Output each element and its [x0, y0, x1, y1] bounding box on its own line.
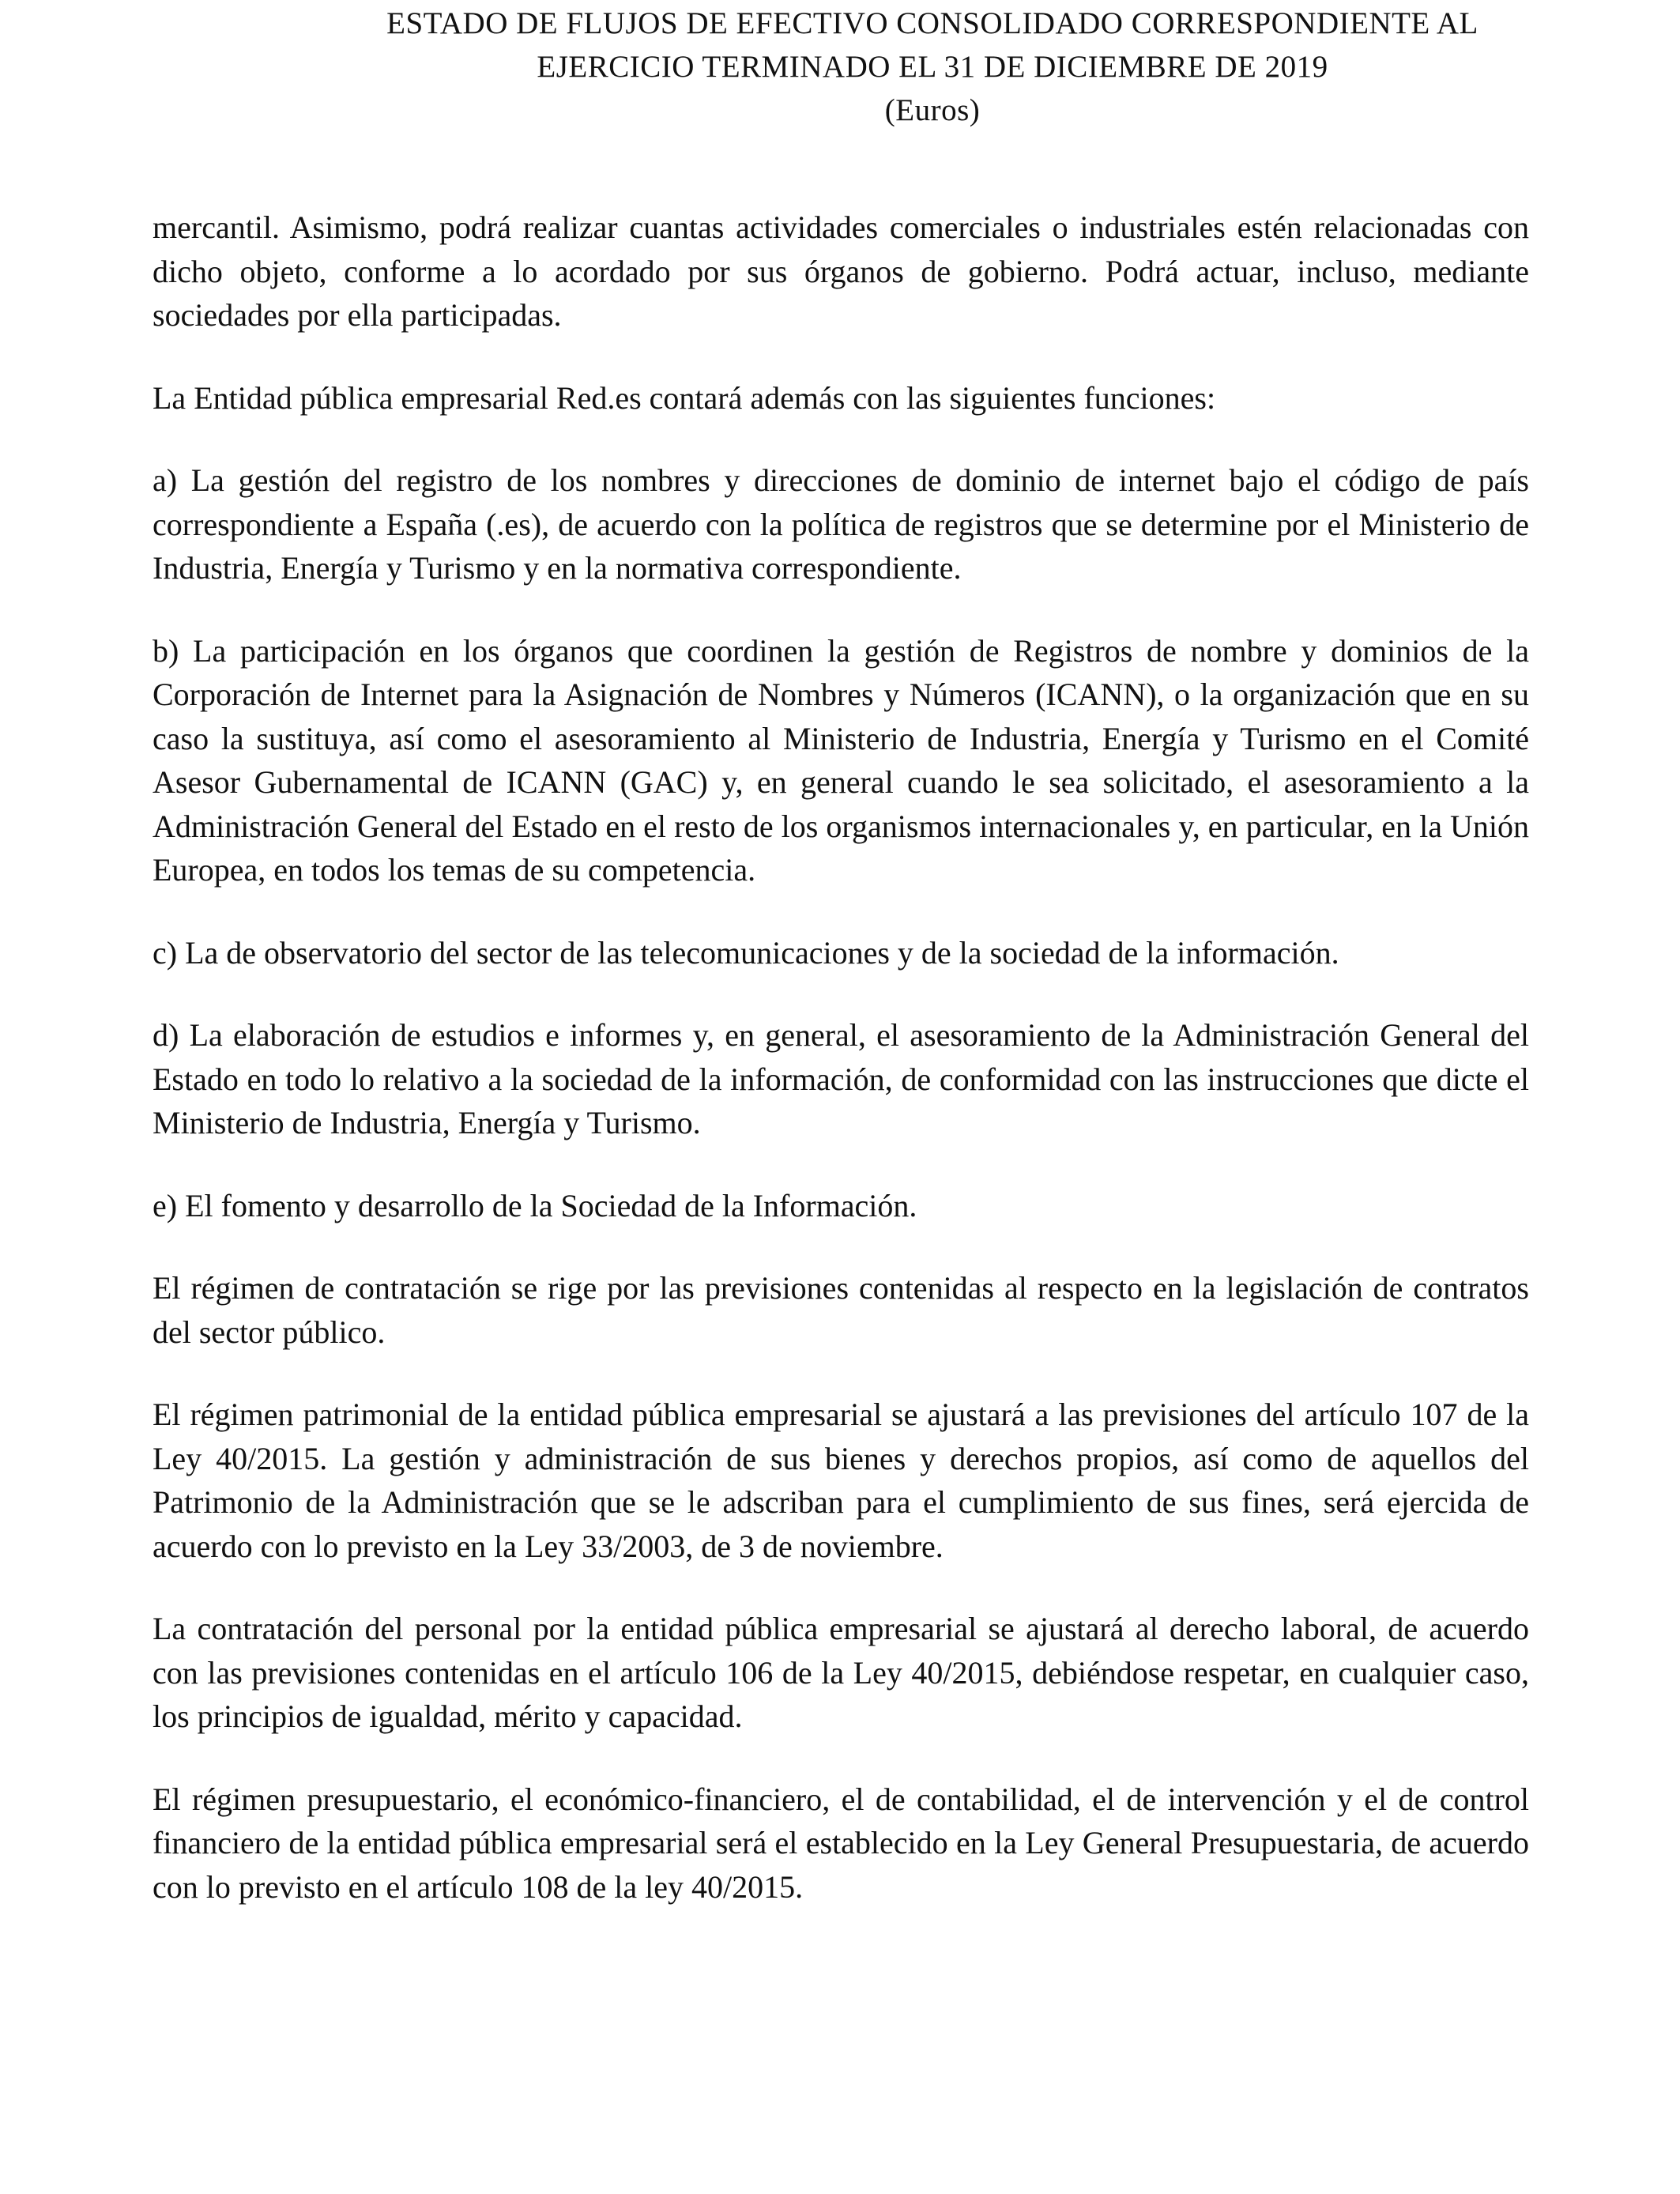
header-title-line-1: ESTADO DE FLUJOS DE EFECTIVO CONSOLIDADO CORRESPONDIENTE AL [386, 6, 1478, 40]
paragraph-funcion-e: e) El fomento y desarrollo de la Sociedad de la Información. [153, 1187, 917, 1223]
paragraph-funcion-c: c) La de observatorio del sector de las telecomunicaciones y de la sociedad de la información. [153, 934, 1339, 971]
header-currency-note: (Euros) [884, 93, 981, 127]
paragraph-regimen-contratacion: El régimen de contratación se rige por las previsiones contenidas al respecto en la legislación de contratos del sector público. [153, 1270, 1529, 1350]
header-title-line-2: EJERCICIO TERMINADO EL 31 DE DICIEMBRE DE 2019 [537, 50, 1328, 84]
paragraph-regimen-patrimonial: El régimen patrimonial de la entidad pública empresarial se ajustará a las previsiones del artículo 107 de la Ley 40/2015. La gestión y administración de sus bienes y derechos propios, así como de aquellos del Patrimonio de la Administración que se le adscriban para el cumplimiento de sus fines, será ejercida de acuerdo con lo previsto en la Ley 33/2003, de 3 de noviembre. [153, 1397, 1529, 1564]
paragraph-funcion-d: d) La elaboración de estudios e informes y, en general, el asesoramiento de la Administración General del Estado en todo lo relativo a la sociedad de la información, de conformidad con las instrucciones que dicte el Ministerio de Industria, Energía y Turismo. [153, 1017, 1529, 1140]
paragraph-funcion-a: a) La gestión del registro de los nombres y direcciones de dominio de internet bajo el código de país correspondiente a España (.es), de acuerdo con la política de registros que se determine por el Ministerio de Industria, Energía y Turismo y en la normativa correspondiente. [153, 462, 1529, 586]
document-body [153, 205, 1529, 1947]
paragraph-regimen-presupuestario: El régimen presupuestario, el económico-financiero, el de contabilidad, el de intervención y el de control financiero de la entidad pública empresarial será el establecido en la Ley General Presupuestaria, de acuerdo con lo previsto en el artículo 108 de la ley 40/2015. [153, 1781, 1529, 1905]
paragraph-funciones-intro: La Entidad pública empresarial Red.es contará además con las siguientes funciones: [153, 379, 1216, 416]
page-header [284, 2, 1580, 132]
paragraph-contratacion-personal: La contratación del personal por la entidad pública empresarial se ajustará al derecho laboral, de acuerdo con las previsiones contenidas en el artículo 106 de la Ley 40/2015, debiéndose respetar, en cualquier caso, los principios de igualdad, mérito y capacidad. [153, 1611, 1529, 1734]
paragraph-objeto-mercantil: mercantil. Asimismo, podrá realizar cuantas actividades comerciales o industriales estén relacionadas con dicho objeto, conforme a lo acordado por sus órganos de gobierno. Podrá actuar, incluso, mediante sociedades por ella participadas. [153, 209, 1529, 333]
paragraph-funcion-b: b) La participación en los órganos que coordinen la gestión de Registros de nombre y dominios de la Corporación de Internet para la Asignación de Nombres y Números (ICANN), o la organización que en su caso la sustituya, así como el asesoramiento al Ministerio de Industria, Energía y Turismo en el Comité Asesor Gubernamental de ICANN (GAC) y, en general cuando le sea solicitado, el asesoramiento a la Administración General del Estado en el resto de los organismos internacionales y, en particular, en la Unión Europea, en todos los temas de su competencia. [153, 632, 1529, 888]
